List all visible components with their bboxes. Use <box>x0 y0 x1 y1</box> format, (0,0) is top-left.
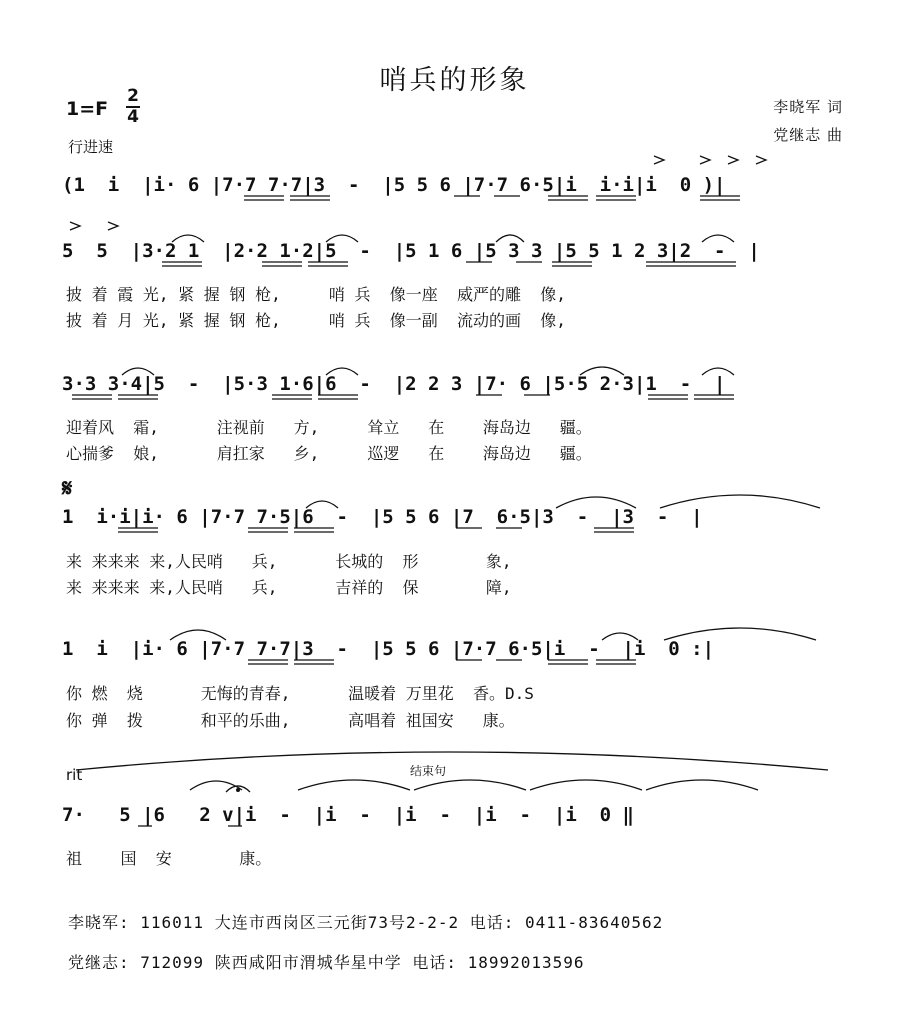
time-numerator: 2 <box>127 86 139 106</box>
notation-line: 1 i |i· 6 |7·7 7·7|3 - |5 5 6 |7·7 6·5|i - |i 0 :| <box>62 638 715 660</box>
notation-line: 1 i·i|i· 6 |7·7 7·5|6 - |5 5 6 |7 6·5|3 - |3 - | <box>62 506 703 528</box>
tempo-marking: 行进速 <box>68 138 114 156</box>
notation-line: (1 i |i· 6 |7·7 7·7|3 - |5 5 6 |7·7 6·5|i i·i|i 0 )| <box>62 174 726 196</box>
notation-line: 5 5 |3·2 1 |2·2 1·2|5 - |5 1 6 |5 3 3 |5 5 1 2 3|2 - | <box>62 240 760 262</box>
fermata-dot <box>236 788 240 792</box>
song-title: 哨兵的形象 <box>379 65 530 96</box>
ending-label: 结束句 <box>410 764 447 778</box>
lyric-verse-2: 披 着 月 光, 紧 握 钢 枪, 哨 兵 像一副 流动的画 像, <box>66 311 566 330</box>
lyric-verse-1: 你 燃 烧 无悔的青春, 温暖着 万里花 香。D.S <box>66 684 534 703</box>
notation-line: 3·3 3·4|5 - |5·3 1·6|6 - |2 2 3 |7· 6 |5·5 2·3|1 - | <box>62 373 726 395</box>
lyric-verse-2: 来 来来来 来,人民哨 兵, 吉祥的 保 障, <box>66 578 512 597</box>
lyric-verse-2: 心揣爹 娘, 肩扛家 乡, 巡逻 在 海岛边 疆。 <box>66 444 592 463</box>
staff-row-1 <box>62 236 852 266</box>
lyric-verse-1: 迎着风 霜, 注视前 方, 耸立 在 海岛边 疆。 <box>66 418 592 437</box>
composer-credit: 党继志 曲 <box>773 126 843 144</box>
staff-row-ending <box>62 800 852 830</box>
time-denominator: 4 <box>127 107 139 127</box>
staff-row-2 <box>62 369 852 399</box>
segno-sign: 𝄋 <box>62 474 73 502</box>
staff-row-3 <box>62 502 852 532</box>
contact-composer: 党继志: 712099 陕西咸阳市渭城华星中学 电话: 18992013596 <box>68 953 585 972</box>
lyricist-credit: 李晓军 词 <box>773 98 843 116</box>
lyric-ending: 祖 国 安 康。 <box>66 849 272 868</box>
rit-marking: rit <box>66 766 83 784</box>
lyric-verse-1: 来 来来来 来,人民哨 兵, 长城的 形 象, <box>66 552 512 571</box>
lyric-verse-2: 你 弹 拨 和平的乐曲, 高唱着 祖国安 康。 <box>66 711 515 730</box>
key-signature: 1=F <box>66 98 109 120</box>
contact-lyricist: 李晓军: 116011 大连市西岗区三元街73号2-2-2 电话: 0411-83640562 <box>68 913 664 932</box>
notation-line: 7· 5 |6 2 v|i - |i - |i - |i - |i 0 ‖ <box>62 804 634 826</box>
lyric-verse-1: 披 着 霞 光, 紧 握 钢 枪, 哨 兵 像一座 威严的雕 像, <box>66 285 566 304</box>
staff-row-4 <box>62 634 852 664</box>
